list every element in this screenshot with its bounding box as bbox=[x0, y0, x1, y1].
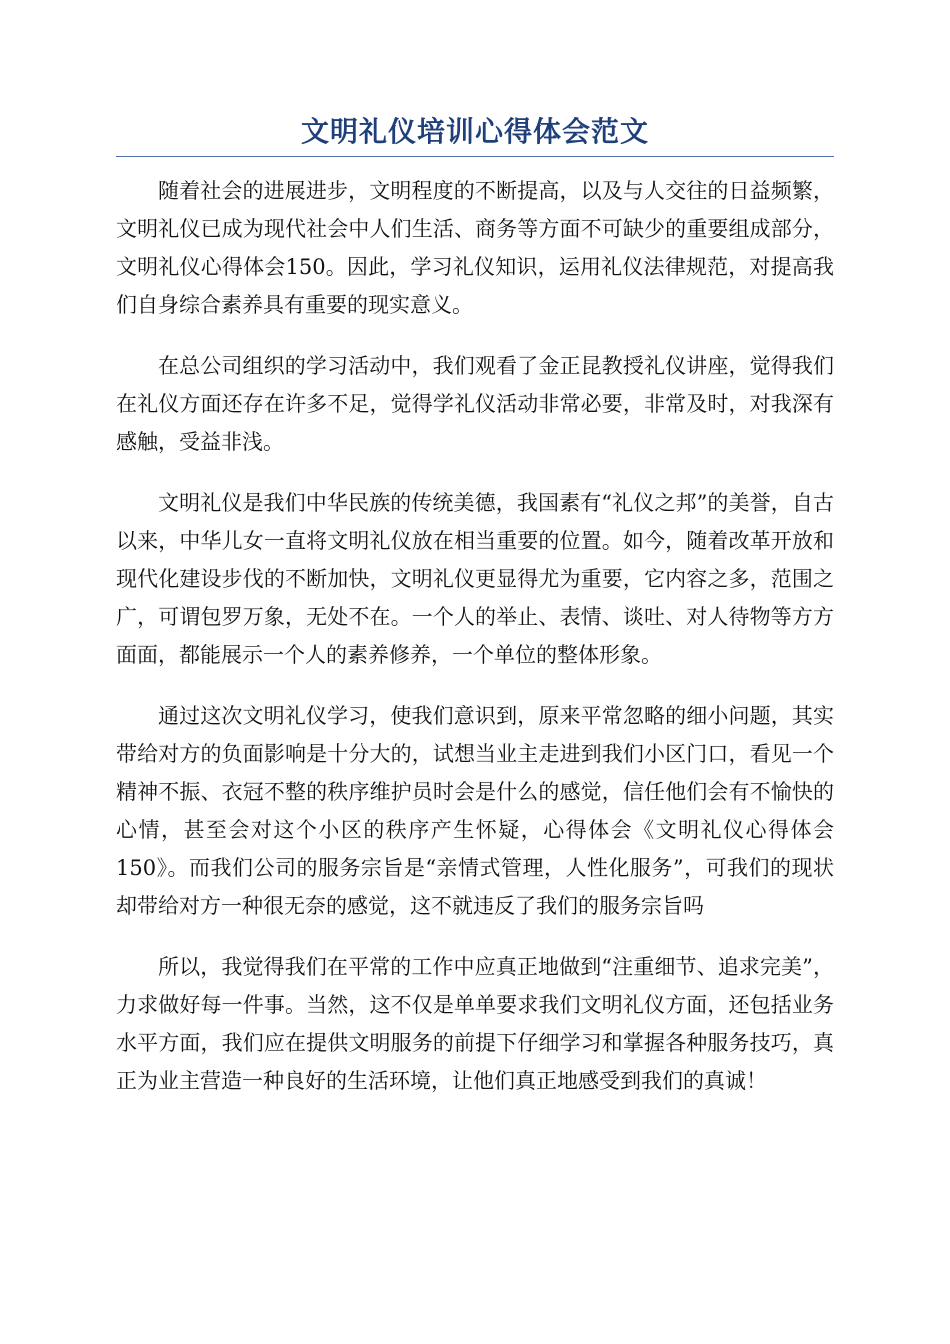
paragraph-4: 通过这次文明礼仪学习，使我们意识到，原来平常忽略的细小问题，其实带给对方的负面影响是十分大的，试想当业主走进到我们小区门口，看见一个精神不振、衣冠不整的秩序维护员时会是什么的感觉，信任他们会有不愉快的心情，甚至会对这个小区的秩序产生怀疑，心得体会《文明礼仪心得体会150》。而我们公司的服务宗旨是“亲情式管理，人性化服务”，可我们的现状却带给对方一种很无奈的感觉，这不就违反了我们的服务宗旨吗 bbox=[116, 704, 834, 918]
paragraph-2: 在总公司组织的学习活动中，我们观看了金正昆教授礼仪讲座，觉得我们在礼仪方面还存在许多不足，觉得学礼仪活动非常必要，非常及时，对我深有感触，受益非浅。 bbox=[116, 354, 834, 454]
paragraph-1: 随着社会的进展进步，文明程度的不断提高，以及与人交往的日益频繁，文明礼仪已成为现代社会中人们生活、商务等方面不可缺少的重要组成部分，文明礼仪心得体会150。因此，学习礼仪知识，运用礼仪法律规范，对提高我们自身综合素养具有重要的现实意义。 bbox=[116, 179, 834, 317]
document-title: 文明礼仪培训心得体会范文 bbox=[300, 115, 649, 148]
paragraph-3: 文明礼仪是我们中华民族的传统美德，我国素有“礼仪之邦”的美誉，自古以来，中华儿女一直将文明礼仪放在相当重要的位置。如今，随着改革开放和现代化建设步伐的不断加快，文明礼仪更显得尤为重要，它内容之多，范围之广，可谓包罗万象，无处不在。一个人的举止、表情、谈吐、对人待物等方方面面，都能展示一个人的素养修养，一个单位的整体形象。 bbox=[116, 491, 834, 667]
document-body bbox=[116, 172, 834, 1123]
title-block bbox=[116, 108, 834, 157]
paragraph-5: 所以，我觉得我们在平常的工作中应真正地做到“注重细节、追求完美”，力求做好每一件事。当然，这不仅是单单要求我们文明礼仪方面，还包括业务水平方面，我们应在提供文明服务的前提下仔细学习和掌握各种服务技巧，真正为业主营造一种良好的生活环境，让他们真正地感受到我们的真诚！ bbox=[116, 955, 834, 1093]
